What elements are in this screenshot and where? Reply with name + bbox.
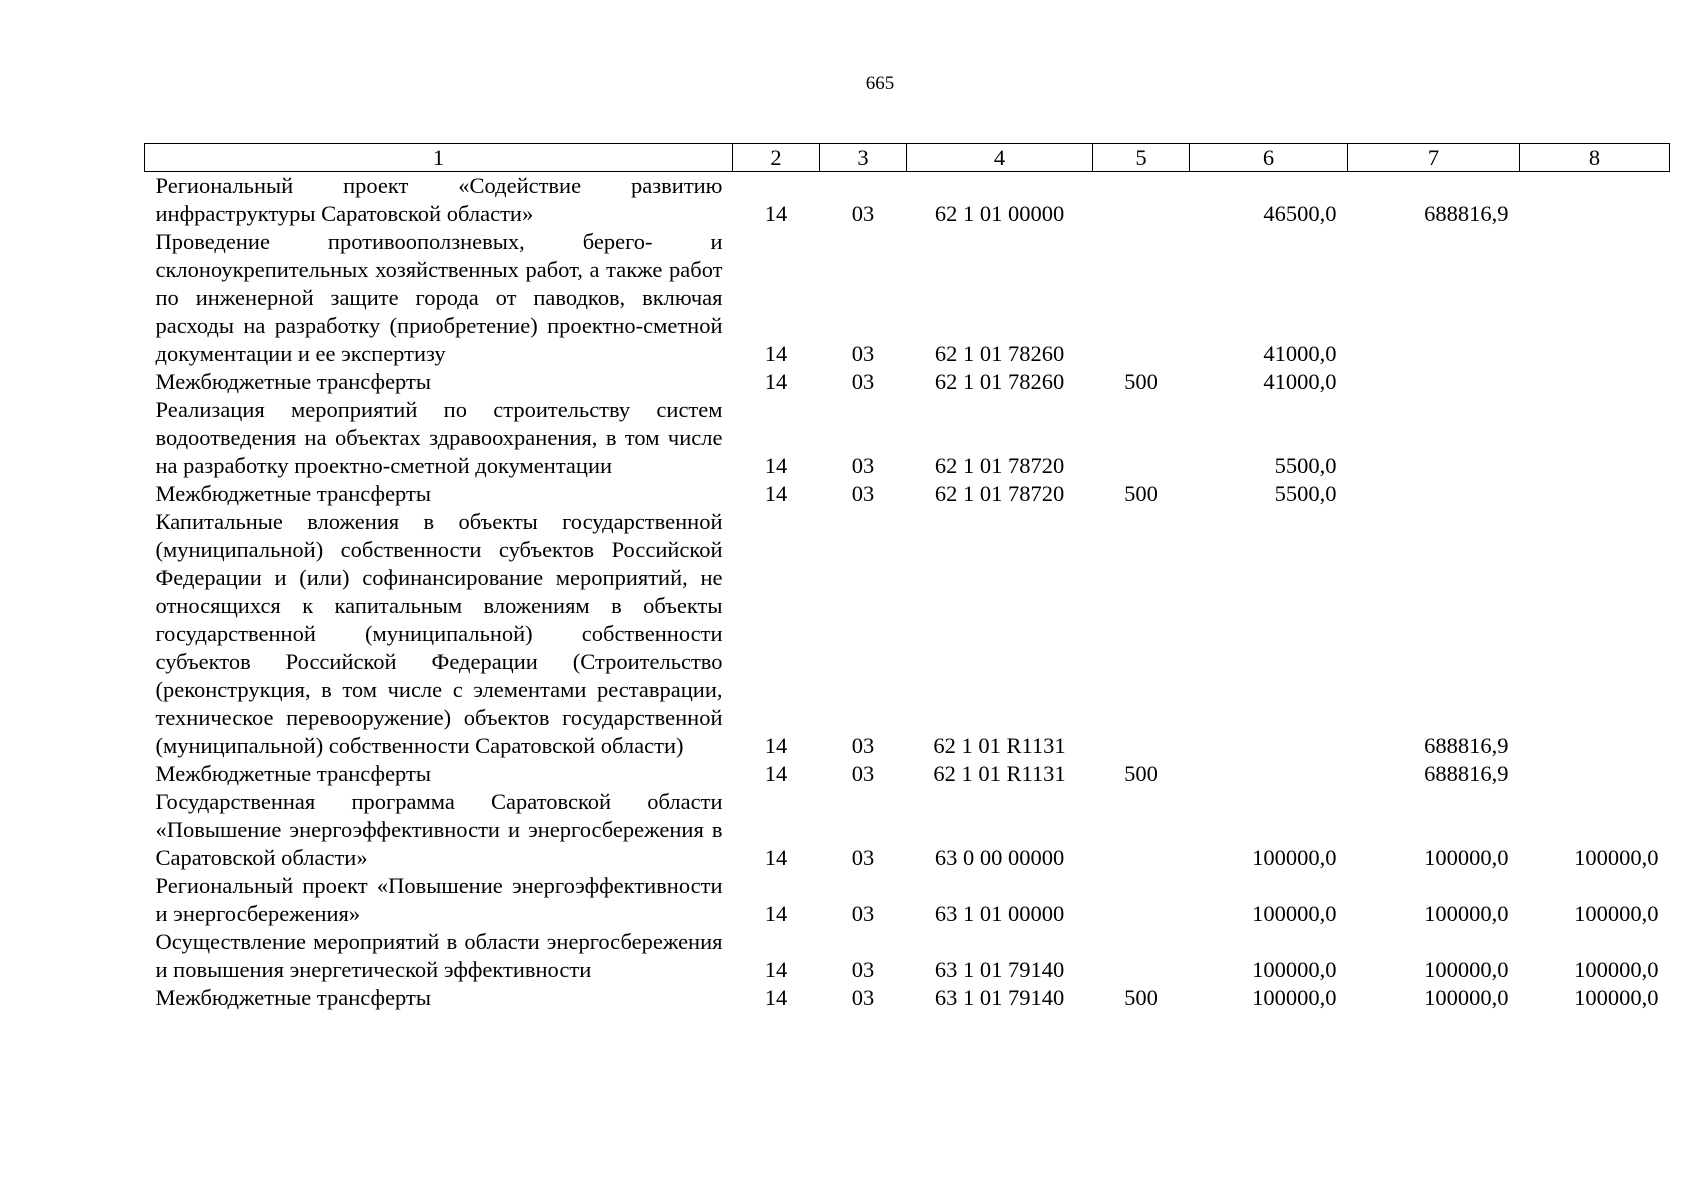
cell-section: 14: [764, 733, 788, 758]
cell-subsection: 03: [851, 761, 875, 786]
row-name: Реализация мероприятий по строительству систем водоотведения на объектах здравоохранения, в том числе на разработку проектно-сметной документации: [155, 397, 723, 478]
cell-subsection: 03: [851, 453, 875, 478]
cell-amount-col8: 100000,0: [1574, 901, 1659, 926]
cell-target-article: 63 1 01 79140: [934, 957, 1065, 982]
row-name: Региональный проект «Содействие развитию инфраструктуры Саратовской области»: [155, 173, 723, 226]
cell-target-article: 62 1 01 R1131: [933, 733, 1066, 758]
cell-section: 14: [764, 453, 788, 478]
cell-expense-type: [1093, 228, 1190, 368]
row-name: Межбюджетные трансферты: [155, 481, 431, 506]
cell-amount-col8: [1520, 396, 1670, 480]
cell-subsection: 03: [851, 985, 875, 1010]
column-header: 1: [145, 144, 733, 172]
cell-amount-col8: 100000,0: [1574, 957, 1659, 982]
cell-amount-col7: [1348, 480, 1520, 508]
row-name: Региональный проект «Повышение энергоэффективности и энергосбережения»: [155, 873, 723, 926]
row-name: Межбюджетные трансферты: [155, 985, 431, 1010]
cell-target-article: 62 1 01 78720: [934, 453, 1065, 478]
cell-target-article: 63 1 01 00000: [934, 901, 1065, 926]
column-header: 8: [1520, 144, 1670, 172]
cell-expense-type: 500: [1124, 481, 1158, 506]
cell-amount-col6: 100000,0: [1252, 901, 1337, 926]
table-row: [145, 984, 1670, 1012]
column-header: 6: [1190, 144, 1348, 172]
table-row: [145, 172, 1670, 229]
cell-amount-col8: [1520, 508, 1670, 760]
cell-subsection: 03: [851, 957, 875, 982]
page-number: 665: [865, 73, 895, 94]
cell-expense-type: 500: [1124, 985, 1158, 1010]
cell-section: 14: [764, 341, 788, 366]
cell-expense-type: 500: [1124, 761, 1158, 786]
table-row: [145, 396, 1670, 480]
cell-amount-col7: 100000,0: [1424, 985, 1509, 1010]
cell-amount-col8: [1520, 760, 1670, 788]
cell-amount-col7: [1348, 368, 1520, 396]
cell-amount-col6: 100000,0: [1252, 957, 1337, 982]
cell-amount-col6: 100000,0: [1252, 845, 1337, 870]
cell-expense-type: [1093, 508, 1190, 760]
cell-section: 14: [764, 901, 788, 926]
column-header: 7: [1348, 144, 1520, 172]
cell-amount-col6: [1190, 508, 1348, 760]
cell-section: 14: [764, 481, 788, 506]
cell-amount-col6: 5500,0: [1274, 453, 1337, 478]
cell-target-article: 62 1 01 00000: [934, 201, 1065, 226]
cell-subsection: 03: [851, 369, 875, 394]
table-row: [145, 508, 1670, 760]
cell-amount-col8: [1520, 172, 1670, 229]
row-name: Осуществление мероприятий в области энергосбережения и повышения энергетической эффективности: [155, 929, 723, 982]
cell-expense-type: [1093, 396, 1190, 480]
table-row: [145, 928, 1670, 984]
cell-section: 14: [764, 761, 788, 786]
table-row: [145, 872, 1670, 928]
row-name: Проведение противооползневых, берего- и склоноукрепительных хозяйственных работ, а также работ по инженерной защите города от паводков, включая расходы на разработку (приобретение) проектно-сметной документации и ее экспертизу: [155, 229, 723, 366]
cell-amount-col8: [1520, 228, 1670, 368]
table-row: [145, 228, 1670, 368]
row-name: Государственная программа Саратовской области «Повышение энергоэффективности и энергосбережения в Саратовской области»: [155, 789, 723, 870]
cell-target-article: 62 1 01 R1131: [933, 761, 1066, 786]
cell-target-article: 62 1 01 78260: [934, 341, 1065, 366]
table-row: [145, 480, 1670, 508]
cell-subsection: 03: [851, 341, 875, 366]
cell-amount-col8: [1520, 368, 1670, 396]
cell-expense-type: [1093, 928, 1190, 984]
row-name: Межбюджетные трансферты: [155, 369, 431, 394]
cell-amount-col7: 688816,9: [1424, 201, 1509, 226]
cell-subsection: 03: [851, 481, 875, 506]
cell-amount-col7: 100000,0: [1424, 901, 1509, 926]
cell-subsection: 03: [851, 845, 875, 870]
column-header: 5: [1093, 144, 1190, 172]
cell-amount-col8: [1520, 480, 1670, 508]
cell-amount-col6: 41000,0: [1263, 369, 1337, 394]
table-header-row: [145, 144, 1670, 172]
cell-amount-col6: 41000,0: [1263, 341, 1337, 366]
cell-target-article: 62 1 01 78720: [934, 481, 1065, 506]
cell-target-article: 63 0 00 00000: [934, 845, 1065, 870]
table-row: [145, 368, 1670, 396]
cell-amount-col6: 46500,0: [1263, 201, 1337, 226]
cell-amount-col6: 5500,0: [1274, 481, 1337, 506]
cell-subsection: 03: [851, 901, 875, 926]
cell-section: 14: [764, 957, 788, 982]
cell-subsection: 03: [851, 733, 875, 758]
cell-amount-col7: 100000,0: [1424, 957, 1509, 982]
cell-amount-col6: 100000,0: [1252, 985, 1337, 1010]
row-name: Капитальные вложения в объекты государственной (муниципальной) собственности субъектов Российской Федерации и (или) софинансирование мероприятий, не относящихся к капитальным вложениям в объекты государственной (муниципальной) собственности субъектов Российской Федерации (Строительство (реконструкция, в том числе с элементами реставрации, техническое перевооружение) объектов государственной (муниципальной) собственности Саратовской области): [155, 509, 723, 758]
column-header: 4: [907, 144, 1093, 172]
cell-amount-col8: 100000,0: [1574, 845, 1659, 870]
cell-section: 14: [764, 845, 788, 870]
cell-expense-type: 500: [1124, 369, 1158, 394]
cell-amount-col7: 688816,9: [1424, 733, 1509, 758]
budget-table: [144, 143, 1670, 1012]
cell-section: 14: [764, 369, 788, 394]
cell-amount-col8: 100000,0: [1574, 985, 1659, 1010]
cell-amount-col7: [1348, 396, 1520, 480]
cell-expense-type: [1093, 172, 1190, 229]
cell-section: 14: [764, 985, 788, 1010]
row-name: Межбюджетные трансферты: [155, 761, 431, 786]
table-row: [145, 788, 1670, 872]
cell-section: 14: [764, 201, 788, 226]
column-header: 3: [820, 144, 907, 172]
cell-expense-type: [1093, 872, 1190, 928]
cell-target-article: 63 1 01 79140: [934, 985, 1065, 1010]
cell-subsection: 03: [851, 201, 875, 226]
column-header: 2: [733, 144, 820, 172]
cell-amount-col7: 688816,9: [1424, 761, 1509, 786]
cell-target-article: 62 1 01 78260: [934, 369, 1065, 394]
cell-amount-col7: [1348, 228, 1520, 368]
cell-amount-col7: 100000,0: [1424, 845, 1509, 870]
table-row: [145, 760, 1670, 788]
cell-amount-col6: [1190, 760, 1348, 788]
cell-expense-type: [1093, 788, 1190, 872]
